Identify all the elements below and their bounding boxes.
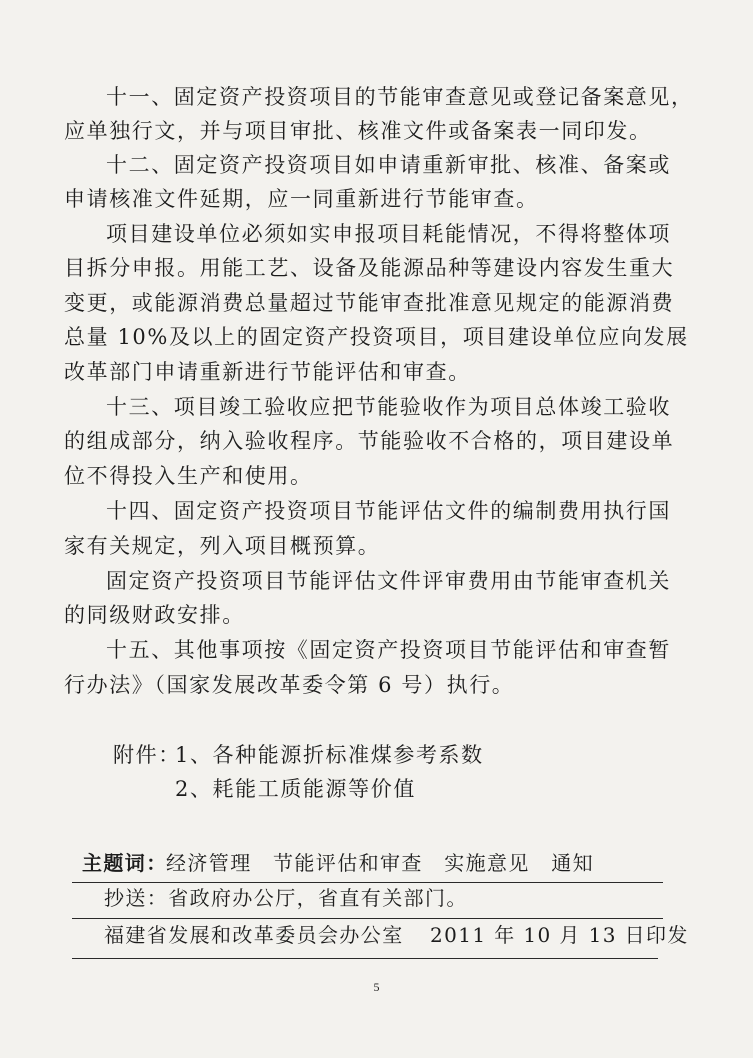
paragraph-line: 十五、其他事项按《固定资产投资项目节能评估和审查暂: [106, 638, 671, 662]
paragraph-line: 十四、固定资产投资项目节能评估文件的编制费用执行国: [106, 499, 671, 523]
subject-terms: 经济管理 节能评估和审查 实施意见 通知: [166, 851, 594, 875]
paragraph-line: 家有关规定，列入项目概预算。: [64, 534, 381, 558]
cc-line: 抄送：省政府办公厅，省直有关部门。: [104, 886, 468, 910]
paragraph-line: 项目建设单位必须如实申报项目耗能情况，不得将整体项: [106, 222, 671, 246]
paragraph-line: 申请核准文件延期，应一同重新进行节能审查。: [64, 187, 539, 211]
paragraph-line: 十二、固定资产投资项目如申请重新审批、核准、备案或: [106, 153, 671, 177]
paragraph-line: 目拆分申报。用能工艺、设备及能源品种等建设内容发生重大: [64, 256, 675, 280]
subject-label: 主题词：: [82, 851, 168, 875]
divider: [72, 958, 658, 959]
paragraph-line: 十三、项目竣工验收应把节能验收作为项目总体竣工验收: [106, 395, 671, 419]
paragraph-line: 十一、固定资产投资项目的节能审查意见或登记备案意见，: [106, 85, 694, 109]
paragraph-line: 应单独行文，并与项目审批、核准文件或备案表一同印发。: [64, 119, 652, 143]
paragraph-line: 的同级财政安排。: [64, 603, 245, 627]
page-number: 5: [373, 980, 380, 994]
paragraph-line: 改革部门申请重新进行节能评估和审查。: [64, 360, 471, 384]
paragraph-line: 总量 10%及以上的固定资产投资项目，项目建设单位应向发展: [64, 325, 689, 349]
issuer: 福建省发展和改革委员会办公室: [104, 923, 404, 947]
attachment-item: 1、各种能源折标准煤参考系数: [175, 743, 484, 767]
paragraph-line: 固定资产投资项目节能评估文件评审费用由节能审查机关: [106, 569, 671, 593]
paragraph-line: 变更，或能源消费总量超过节能审查批准意见规定的能源消费: [64, 291, 675, 315]
issue-date: 2011 年 10 月 13 日印发: [430, 923, 689, 947]
divider: [72, 918, 663, 919]
paragraph-line: 位不得投入生产和使用。: [64, 464, 313, 488]
attachment-label: 附件：: [113, 743, 181, 767]
divider: [72, 882, 663, 883]
attachment-item: 2、耗能工质能源等价值: [175, 777, 416, 801]
paragraph-line: 行办法》（国家发展改革委令第 6 号）执行。: [64, 673, 515, 697]
paragraph-line: 的组成部分，纳入验收程序。节能验收不合格的，项目建设单: [64, 429, 675, 453]
